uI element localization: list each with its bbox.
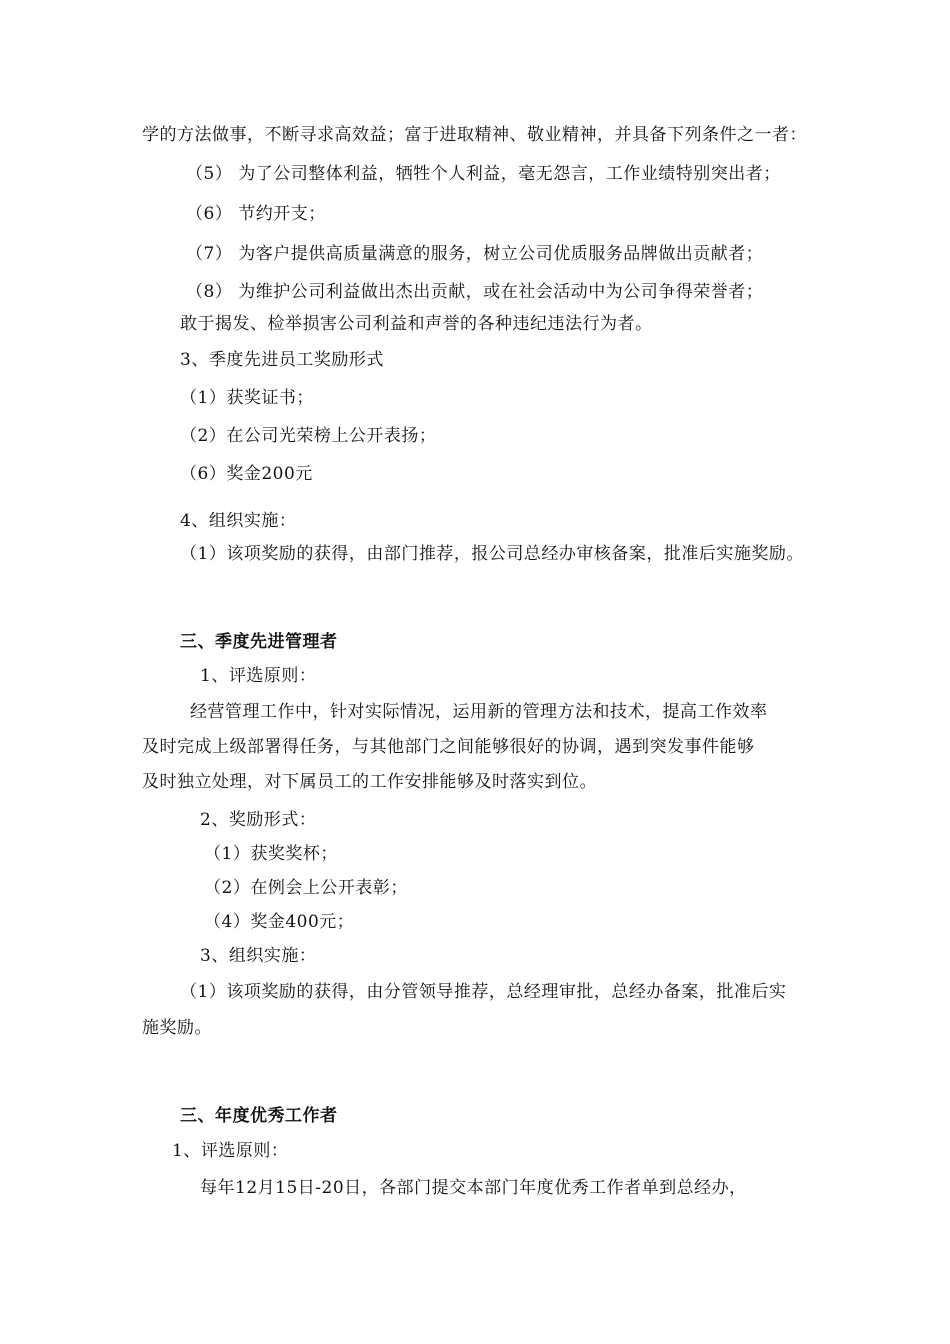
list-item: （5） 为了公司整体利益，牺牲个人利益，毫无怨言，工作业绩特别突出者； bbox=[186, 164, 781, 184]
section-heading: 三、季度先进管理者 bbox=[180, 632, 338, 652]
list-item: （6）奖金200元 bbox=[180, 464, 313, 484]
paragraph-line: 敢于揭发、检举损害公司利益和声誉的各种违纪违法行为者。 bbox=[180, 314, 653, 334]
list-item: （7） 为客户提供高质量满意的服务，树立公司优质服务品牌做出贡献者； bbox=[186, 244, 764, 264]
list-item: （2）在例会上公开表彰； bbox=[204, 878, 408, 898]
section-subheading: 3、季度先进员工奖励形式 bbox=[180, 350, 384, 370]
section-subheading: 2、奖励形式： bbox=[200, 810, 317, 830]
paragraph-line: 及时独立处理，对下属员工的工作安排能够及时落实到位。 bbox=[142, 772, 597, 792]
paragraph-line: 及时完成上级部署得任务，与其他部门之间能够很好的协调，遇到突发事件能够 bbox=[142, 737, 755, 757]
paragraph-line: 经营管理工作中，针对实际情况，运用新的管理方法和技术，提高工作效率 bbox=[190, 702, 768, 722]
section-subheading: 1、评选原则： bbox=[200, 666, 317, 686]
list-item: （4）奖金400元； bbox=[204, 912, 355, 932]
list-item: （6） 节约开支； bbox=[186, 204, 326, 224]
section-heading: 三、年度优秀工作者 bbox=[180, 1106, 338, 1126]
list-item: （1）获奖证书； bbox=[180, 388, 314, 408]
section-subheading: 1、评选原则： bbox=[172, 1141, 289, 1161]
paragraph-line: 每年12月15日-20日，各部门提交本部门年度优秀工作者单到总经办， bbox=[200, 1178, 747, 1198]
section-subheading: 4、组织实施： bbox=[180, 511, 297, 531]
paragraph-line: （1）该项奖励的获得，由部门推荐，报公司总经办审核备案，批准后实施奖励。 bbox=[180, 544, 804, 564]
list-item: （8） 为维护公司利益做出杰出贡献，或在社会活动中为公司争得荣誉者； bbox=[186, 282, 764, 302]
list-item: （2）在公司光荣榜上公开表扬； bbox=[180, 426, 437, 446]
paragraph-line: 施奖励。 bbox=[142, 1018, 212, 1038]
paragraph-line: （1）该项奖励的获得，由分管领导推荐，总经理审批，总经办备案，批准后实 bbox=[180, 982, 787, 1002]
paragraph-line: 学的方法做事，不断寻求高效益；富于进取精神、敬业精神，并具备下列条件之一者： bbox=[142, 125, 807, 145]
list-item: （1）获奖奖杯； bbox=[204, 844, 338, 864]
section-subheading: 3、组织实施： bbox=[200, 946, 317, 966]
